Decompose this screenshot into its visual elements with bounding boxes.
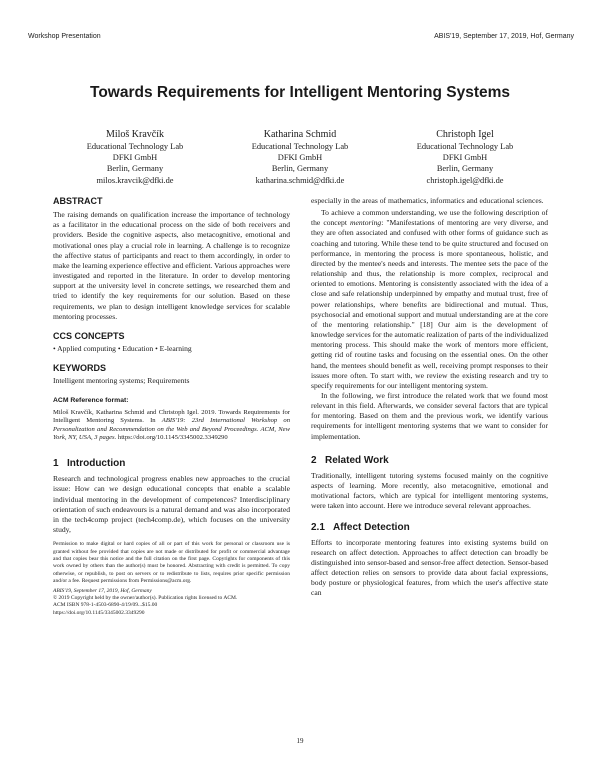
author-email: milos.kravcik@dfki.de	[96, 175, 174, 185]
body-text: : "Manifestations of mentoring are very diverse, and they are often associated and confused with other forms of guidance such as coaching and tutoring. While these tend to be quite structured and focused on performance, in mentoring the process is more spontaneous, holistic, and directed by the mentee's needs and interests. The mentee sets the pace of the relationship and thus, the relationship is more complex, reciprocal and oriented to emotions. Mentoring is consistently associated with the idea of a close and safe relationship underpinned by empathy and mutual trust, free of power relationships, where benefits are bidirectional and mutual. Thus, psychosocial and emotional support and mutual understanding are at the core of the mentoring relationship." [18] Our aim is the development of knowledge services for the automatic realization of parts of the individualized mentoring process. This should make the work of mentors more efficient, getting rid of routine tasks and focusing on the essential ones. On the other hand, the mentees should benefit as well, receiving prompt responses to their issues more often. To start with, we review the existing research and try to specify requirements for our intelligent mentoring system.	[311, 218, 549, 390]
author-name: Miloš Kravčík	[105, 129, 165, 140]
introduction-text: Research and technological progress enables new approaches to the crucial issue: How can we design educational concepts that enable a scalable individual mentoring in the development of competences? Interdisciplinary orientation of such endeavours is a natural demand and was also incorporated in the tech4comp project (tech4comp.de), which focuses on the university study,	[53, 474, 290, 534]
author-block	[50, 128, 220, 186]
subsection-heading	[311, 523, 548, 533]
running-header-right: ABIS'19, September 17, 2019, Hof, Germany	[434, 33, 574, 40]
author-name: Katharina Schmid	[263, 129, 337, 140]
permission-doi[interactable]: https://doi.org/10.1145/3345002.3349290	[53, 609, 145, 616]
page-number: 19	[296, 737, 304, 745]
related-work-text: Traditionally, intelligent tutoring systems focused mainly on the cognitive aspects of learning. More recently, also metacognitive, emotional and motivational factors, which are typical for intelligent mentoring systems, were taken into account. Here we introduce several relevant approaches.	[311, 470, 548, 511]
subsection-number: 2.1	[311, 521, 325, 533]
section-title: Introduction	[67, 458, 126, 470]
acm-reference-doi[interactable]: https://doi.org/10.1145/3345002.3349290	[117, 434, 228, 442]
section-number: 2	[311, 454, 317, 466]
author-affiliation: Educational Technology Lab	[86, 142, 184, 151]
ccs-heading: CCS CONCEPTS	[53, 330, 125, 341]
abstract-text: The raising demands on qualification increase the importance of technology as a facilitator in the educational process on the side of both receivers and providers. Beside the cognitive aspects, also metacognitive, emotional and motivational ones play a crucial role in learning. A challenge is to recognize the affective status of participants and react to them accordingly, in order to make the learning experience effective and efficient. Various approaches were investigated and reported in the literature. In order to develop mentoring support at the university level in concrete settings, we researched them and tried to identify the key requirements for our solution. Based on these requirements, we plan to design intelligent knowledge services for scalable mentoring processes.	[53, 210, 290, 321]
author-org: DFKI GmbH	[112, 153, 158, 163]
author-location: Berlin, Germany	[106, 164, 164, 174]
author-block	[380, 128, 550, 186]
author-block	[215, 128, 385, 186]
author-affiliation: Educational Technology Lab	[416, 142, 514, 151]
author-email: katharina.schmid@dfki.de	[255, 175, 345, 185]
permission-text: Permission to make digital or hard copies of all or part of this work for personal or classroom use is granted without fee provided that copies are not made or distributed for profit or commercial advantage and that copies bear this notice and the full citation on the first page. Copyrights for components of this work owned by others than the author(s) must be honored. Abstracting with credit is permitted. To copy otherwise, or republish, to post on servers or to redistribute to lists, requires prior specific permission and/or a fee. Request permissions from Permissions@acm.org.	[53, 541, 290, 585]
body-paragraph	[311, 208, 548, 391]
section-heading	[53, 459, 290, 469]
author-location: Berlin, Germany	[436, 164, 494, 174]
subsection-title: Affect Detection	[333, 521, 410, 533]
author-location: Berlin, Germany	[271, 164, 329, 174]
left-column	[53, 196, 290, 617]
permission-venue: ABIS'19, September 17, 2019, Hof, Germany	[53, 587, 152, 594]
author-org: DFKI GmbH	[442, 153, 488, 163]
body-paragraph: especially in the areas of mathematics, informatics and educational sciences.	[311, 196, 544, 205]
author-email: christoph.igel@dfki.de	[426, 175, 504, 185]
acm-reference-text: Miloš Kravčík, Katharina Schmid and Christoph Igel. 2019. Towards Requirements for Intelligent Mentoring Systems. In	[53, 408, 290, 425]
abstract-heading: ABSTRACT	[53, 196, 103, 206]
body-text: To achieve a common understanding, we use the following description of the concept	[311, 208, 548, 228]
author-name: Christoph Igel	[436, 129, 494, 140]
author-affiliation: Educational Technology Lab	[251, 142, 349, 151]
author-org: DFKI GmbH	[277, 153, 323, 163]
acm-reference-venue: ABIS'19: 23rd International Workshop on Personalization and Recommendation on the Web and Beyond Proceedings. ACM, New York, NY, USA, 3 pages.	[53, 417, 291, 442]
paper-title: Towards Requirements for Intelligent Mentoring Systems	[90, 84, 510, 101]
body-paragraph: In the following, we first introduce the related work that we found most relevant in this field. Afterwards, we consider several factors that are typical for mentoring. Based on them and the previous work, we identify various requirements for intelligent mentoring systems that we want to consider for implementation.	[311, 390, 548, 441]
permission-block	[53, 541, 290, 617]
section-title: Related Work	[325, 454, 389, 466]
defined-term: mentoring	[350, 218, 382, 228]
keywords-heading: KEYWORDS	[53, 363, 107, 374]
running-header-left: Workshop Presentation	[28, 33, 101, 40]
section-number: 1	[53, 458, 59, 470]
section-heading	[311, 456, 548, 466]
permission-copyright: © 2019 Copyright held by the owner/author(s). Publication rights licensed to ACM.	[53, 594, 238, 601]
affect-detection-text: Efforts to incorporate mentoring features into existing systems build on research on affect detection. Approaches to affect detection can broadly be distinguished into sensor-based and sensor-free affect detection. Sensor-based affect detection relies on sensors to provide data about facial expressions, body posture or physiological features, from which the user's affective state can	[311, 537, 548, 598]
keywords-text: Intelligent mentoring systems; Requirements	[53, 376, 190, 386]
ccs-text: • Applied computing • Education • E-learning	[53, 344, 192, 354]
permission-isbn: ACM ISBN 978-1-4503-6890-4/19/09...$15.00	[53, 602, 158, 609]
acm-reference	[53, 409, 290, 443]
right-column	[311, 196, 548, 599]
acm-reference-heading: ACM Reference format:	[53, 396, 129, 404]
